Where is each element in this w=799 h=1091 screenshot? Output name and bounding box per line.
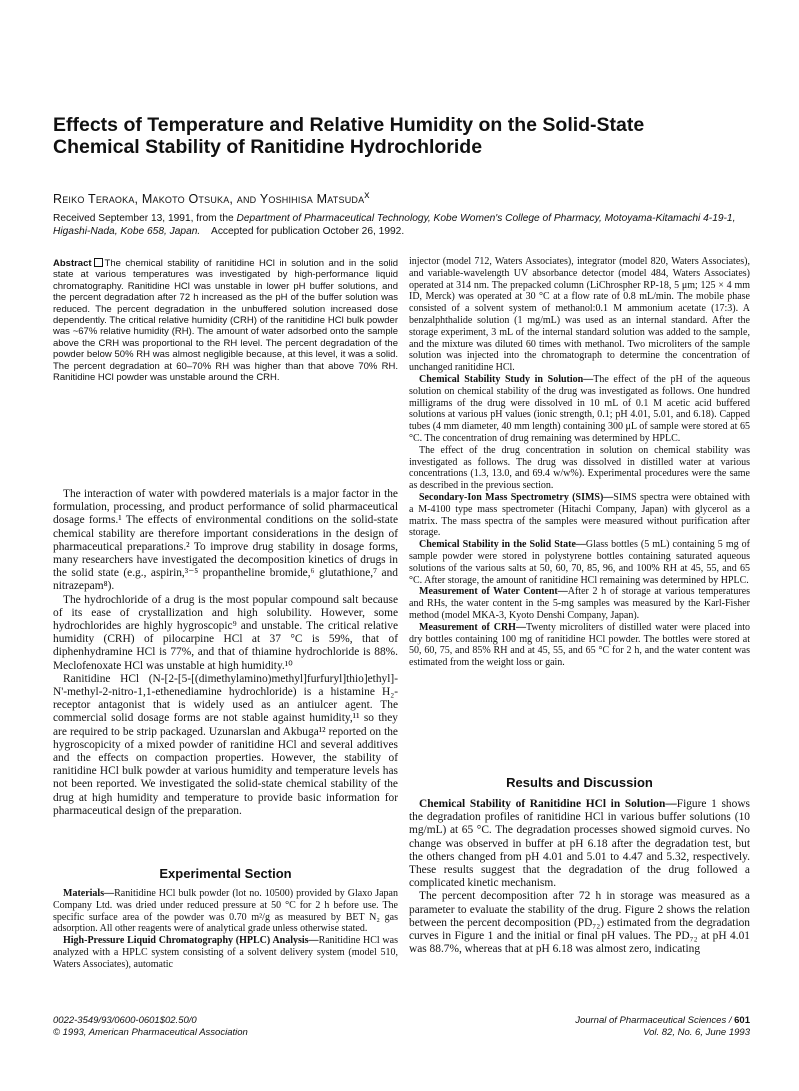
- hplc-head: High-Pressure Liquid Chromatography (HPLC) Analysis—: [63, 935, 319, 947]
- issn-code: 0022-3549/93/0600-0601$02.50/0: [53, 1015, 197, 1026]
- journal-footer: [575, 1015, 750, 1038]
- intro-paragraph-3: Ranitidine HCl (N-[2-[5-[(dimethylamino)methyl]furfuryl]thio]ethyl]-N'-methyl-2-nitro-1,1-ethenediamine hydrochloride) is a histamine H₂-receptor antagonist that is widely used as an antiulcer agent. The commercial solid dosage forms are not stable against humidity,¹¹ so they are required to be strip packaged. Uzunarslan and Akbuga¹² reported on the hygroscopicity of a mixed powder of ranitidine HCl and several additives and the effects on compaction properties. However, the stability of ranitidine HCl bulk powder at various humidity and temperature levels has not been reported. We investigated the solid-state chemical stability of the drug at high humidity and temperature to provide basic information for pharmaceutical design of the preparation.: [53, 672, 398, 817]
- methods-paragraph-7: Measurement of CRH—Twenty microliters of distilled water were placed into dry bottles containing 100 mg of ranitidine HCl powder. The bottles were stored at 50, 60, 75, and 85% RH and at 45, 55, and 65 °C for 2 h, and the water content was estimated from the weight loss or gain.: [409, 621, 750, 669]
- hplc-text: Ranitidine HCl was analyzed with a HPLC system consisting of a solvent delivery system (model 510, Waters Associates), automatic: [53, 935, 398, 970]
- intro-paragraph-1: The interaction of water with powdered materials is a major factor in the formulation, processing, and product performance of solid pharmaceutical dosage forms.¹ The effects of environmental conditions on the solid-state chemical stability are therefore important considerations in the design of pharmaceutical preparations.² To improve drug stability in dosage forms, many researchers have investigated the decomposition kinetics of drugs in the solid state (e.g., aspirin,³⁻⁵ propantheline bromide,⁶ glutathione,⁷ and nitrazepam⁸).: [53, 488, 398, 593]
- abstract-text: The chemical stability of ranitidine HCl in solution and in the solid state at various temperatures was investigated by high-performance liquid chromatography. Ranitidine HCl was unstable in lower pH buffer solutions, and the percent degradation after 72 h increased as the pH of the buffer solution was reduced. The percent degradation in the unbuffered solution increased dose dependently. The critical relative humidity (CRH) of the ranitidine HCl bulk powder was ~67% relative humidity (RH). The amount of water adsorbed onto the sample above the CRH was proportional to the RH level. The percent degradation of the powder below 50% RH was almost negligible because, at this level, it was a solid. The percent degradation at 60–70% RH was higher than that above 70% RH. Ranitidine HCl powder was unstable around the CRH.: [53, 258, 398, 384]
- author-list: [53, 190, 370, 206]
- received-date: Received September 13, 1991, from the: [53, 213, 234, 224]
- results-heading: Results and Discussion: [506, 775, 653, 790]
- intro-paragraph-2: The hydrochloride of a drug is the most popular compound salt because of its ease of crystallization and high solubility. However, some hydrochlorides are highly hygroscopic⁹ and unstable. The critical relative humidity (CRH) of pilocarpine HCl at 37 °C is 59%, that of diphenhydramine HCl is 77%, and that of thiamine hydrochloride is 88%. Meclofenoxate HCl was unstable at high humidity.¹⁰: [53, 593, 398, 672]
- results-paragraph-1: Chemical Stability of Ranitidine HCl in Solution—Figure 1 shows the degradation profiles of ranitidine HCl in various buffer solutions (10 mg/mL) at 65 °C. The degradation processes showed sigmoid curves. No change was observed in buffer at pH 6.18 after the degradation test, but the others changed from pH 4.01 and 5.01 to 4.47 and 5.32, respectively. These results suggest that the degradation of the drug followed a complicated kinetic mechanism.: [409, 798, 750, 890]
- methods-paragraph-6: Measurement of Water Content—After 2 h of storage at various temperatures and RHs, the water content in the 5-mg samples was measured by the Karl-Fisher method (model MKA-3, Kyoto Denshi Company, Japan).: [409, 586, 750, 621]
- methods-paragraph-5: Chemical Stability in the Solid State—Glass bottles (5 mL) containing 5 mg of sample powder were stored in polystyrene bottles containing saturated aqueous solutions of the various salts at 50, 60, 70, 85, 96, and 100% RH at 45, 55, and 65 °C. After storage, the amount of ranitidine HCl remaining was determined by HPLC.: [409, 539, 750, 586]
- methods-paragraph-4: Secondary-Ion Mass Spectrometry (SIMS)—SIMS spectra were obtained with a M-4100 type mass spectrometer (Hitachi Company, Japan) with glycerol as a matrix. The mass spectra of the samples were measured without purification after storage.: [409, 491, 750, 539]
- box-icon: [94, 258, 103, 267]
- results-p1-head: Chemical Stability of Ranitidine HCl in Solution—: [419, 798, 677, 810]
- received-line: [53, 212, 753, 238]
- accepted-date: Accepted for publication October 26, 1992.: [211, 226, 405, 237]
- abstract: [53, 258, 398, 383]
- methods-right-column: [409, 256, 750, 669]
- materials-head: Materials—: [63, 888, 115, 899]
- copyright-footer: [53, 1015, 248, 1038]
- authors-names: Reiko Teraoka, Makoto Otsuka, and Yoshihisa Matsuda: [53, 192, 365, 207]
- affiliation: Department of Pharmaceutical Technology, Kobe Women's College of Pharmacy, Motoyama-Kitamachi 4-19-1, Higashi-Nada, Kobe 658, Japan.: [53, 213, 736, 237]
- title-line-1: Effects of Temperature and Relative Humidity on the Solid-State: [53, 114, 645, 136]
- materials-paragraph: [53, 888, 398, 935]
- journal-name: Journal of Pharmaceutical Sciences /: [575, 1015, 732, 1026]
- results-section: [409, 798, 750, 956]
- journal-volume: Vol. 82, No. 6, June 1993: [643, 1026, 750, 1038]
- paper-title: [53, 114, 753, 158]
- abstract-label: Abstract: [53, 258, 92, 269]
- corresponding-author-mark: x: [364, 190, 370, 201]
- results-paragraph-2: The percent decomposition after 72 h in storage was measured as a parameter to evaluate the stability of the drug. Figure 2 shows the relation between the percent decomposition (PD₇₂) estimated from the degradation curves in Figure 1 and the initial or final pH values. The PD₇₂ at pH 4.01 was 88.7%, whereas that at pH 6.18 was almost zero, indicating: [409, 890, 750, 956]
- copyright-line: © 1993, American Pharmaceutical Association: [53, 1026, 248, 1038]
- experimental-section: [53, 888, 398, 971]
- title-line-2: Chemical Stability of Ranitidine Hydrochloride: [53, 136, 483, 158]
- methods-paragraph-3: The effect of the drug concentration in solution on chemical stability was investigated as follows. The drug was dissolved in distilled water at various concentrations (1.3, 13.0, and 69.4 w/w%). Experimental procedures were the same as described in the previous section.: [409, 444, 750, 492]
- introduction: [53, 488, 398, 818]
- methods-paragraph-2: Chemical Stability Study in Solution—The effect of the pH of the aqueous solution on chemical stability of the drug was investigated as follows. One hundred milligrams of the drug were dissolved in 10 mL of 0.1 M acetic acid buffered solutions at various pH values (ionic strength, 0.1; pH 4.01, 5.01, and 6.18). Capped tubes (4 mm diameter, 40 mm length) containing 300 μL of sample were stored at 65 °C. The concentration of drug remaining was determined by HPLC.: [409, 373, 750, 444]
- materials-text: Ranitidine HCl bulk powder (lot no. 10500) provided by Glaxo Japan Company Ltd. was dried under reduced pressure at 50 °C for 2 h before use. The specific surface area of the powder was 0.70 m²/g as measured by BET N₂ gas adsorption. All other reagents were of analytical grade unless otherwise stated.: [53, 888, 398, 935]
- hplc-paragraph: [53, 935, 398, 970]
- page-number: 601: [734, 1015, 750, 1026]
- experimental-heading: Experimental Section: [159, 866, 292, 881]
- methods-paragraph-1: injector (model 712, Waters Associates), integrator (model 820, Waters Associates), and variable-wavelength UV absorbance detector (model 484, Waters Associates) operated at 314 nm. The prepacked column (LiChrospher RP-18, 5 μm; 125 × 4 mm ID, Merck) was operated at 30 °C at a flow rate of 0.8 mL/min. The mobile phase consisted of a solvent system of methanol:0.1 M ammonium acetate (17:3). A benzalphthalide solution (1 mg/mL) was used as an internal standard. After the storage experiment, 3 mL of the internal standard solution was added to the sample, and the mixture was diluted 60 times with methanol. Two microliters of the sample solution was injected into the chromatograph to determine the concentration of unchanged ranitidine HCl.: [409, 256, 750, 374]
